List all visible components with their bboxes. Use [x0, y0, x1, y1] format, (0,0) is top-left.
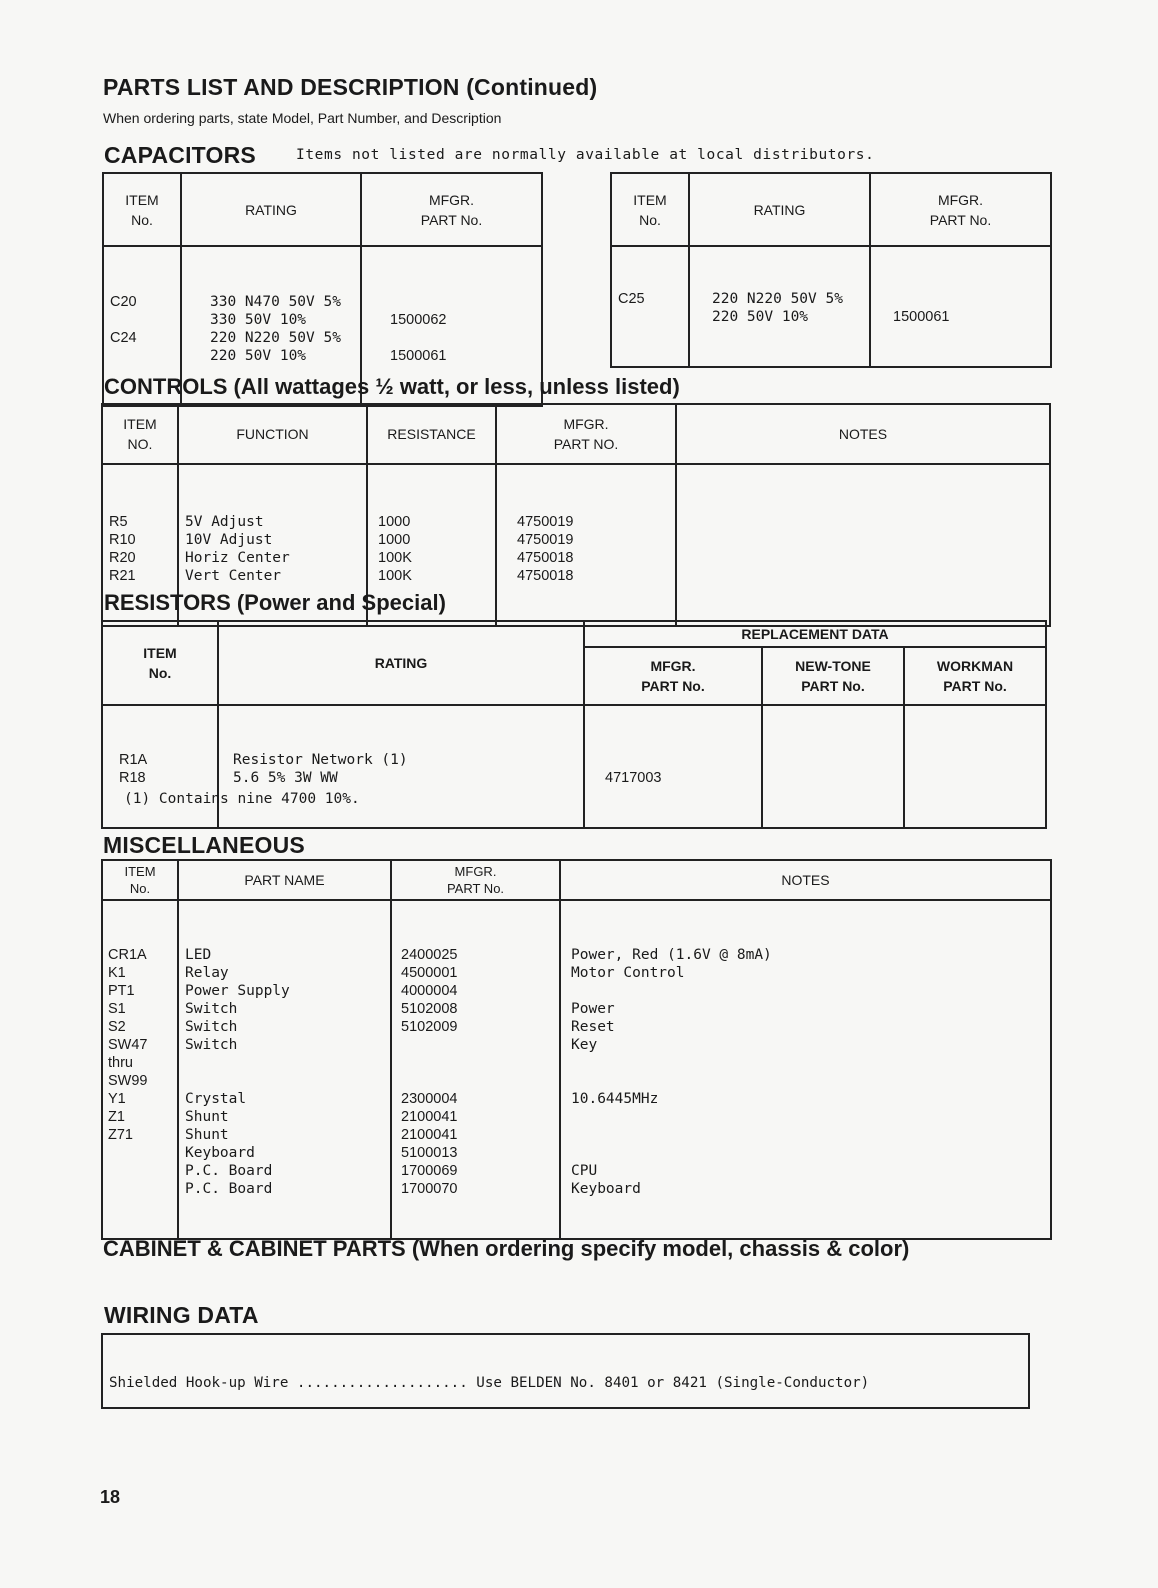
- col-header-mfgr-part: MFGR. PART NO.: [496, 404, 676, 464]
- col-header-newtone-part: NEW-TONE PART No.: [762, 647, 904, 705]
- control-parts: 4750019 4750019 4750018 4750018: [496, 464, 676, 626]
- col-header-function: FUNCTION: [178, 404, 367, 464]
- resistor-workman: [904, 705, 1046, 828]
- capacitors-table-right: [610, 172, 1052, 368]
- control-functions: 5V Adjust 10V Adjust Horiz Center Vert Center: [178, 464, 367, 626]
- resistors-title: RESISTORS (Power and Special): [104, 590, 446, 615]
- control-items: R5 R10 R20 R21: [102, 464, 178, 626]
- col-header-rating: RATING: [218, 621, 584, 705]
- wiring-box: [101, 1333, 1030, 1409]
- capacitors-table-left: [102, 172, 543, 407]
- col-header-mfgr-part: MFGR. PART No.: [361, 173, 542, 246]
- misc-notes: Power, Red (1.6V @ 8mA) Motor Control Power Reset Key 10.6445MHz CPU Keyboard: [560, 900, 1051, 1239]
- col-header-notes: NOTES: [676, 404, 1050, 464]
- wiring-title: WIRING DATA: [104, 1302, 259, 1328]
- resistor-ratings: Resistor Network (1) 5.6 5% 3W WW: [218, 705, 584, 828]
- misc-parts: 2400025 4500001 4000004 5102008 5102009 2300004 2100041 2100041 5100013 1700069 1700070: [391, 900, 560, 1239]
- misc-title: MISCELLANEOUS: [103, 832, 305, 858]
- capacitors-note: Items not listed are normally available at local distributors.: [296, 147, 875, 163]
- col-header-item: ITEM No.: [102, 860, 178, 900]
- col-header-part-name: PART NAME: [178, 860, 391, 900]
- misc-table: [101, 859, 1052, 1240]
- misc-items: CR1A K1 PT1 S1 S2 SW47 thru SW99 Y1 Z1 Z71: [102, 900, 178, 1239]
- resistor-newtone: [762, 705, 904, 828]
- col-header-item: ITEM No.: [611, 173, 689, 246]
- misc-part-names: LED Relay Power Supply Switch Switch Switch Crystal Shunt Shunt Keyboard P.C. Board P.C. Board: [178, 900, 391, 1239]
- col-header-item: ITEM No.: [103, 173, 181, 246]
- col-header-rating: RATING: [181, 173, 361, 246]
- col-header-item: ITEM NO.: [102, 404, 178, 464]
- wiring-line: Shielded Hook-up Wire .................... Use BELDEN No. 8401 or 8421 (Single-Conductor): [109, 1375, 870, 1391]
- col-header-workman-part: WORKMAN PART No.: [904, 647, 1046, 705]
- capacitor-items: C25: [611, 246, 689, 367]
- capacitor-ratings: 220 N220 50V 5% 220 50V 10%: [689, 246, 870, 367]
- col-header-item: ITEM No.: [102, 621, 218, 705]
- col-header-mfgr-part: MFGR. PART No.: [584, 647, 762, 705]
- controls-title: CONTROLS (All wattages ½ watt, or less, unless listed): [104, 374, 680, 399]
- control-notes: [676, 464, 1050, 626]
- col-header-mfgr-part: MFGR. PART No.: [391, 860, 560, 900]
- page-subtitle: When ordering parts, state Model, Part Number, and Description: [103, 110, 502, 126]
- col-header-mfgr-part: MFGR. PART No.: [870, 173, 1051, 246]
- wiring-lines: [109, 1338, 929, 1409]
- page-title: PARTS LIST AND DESCRIPTION (Continued): [103, 74, 598, 100]
- capacitor-parts: 1500062 1500061: [361, 246, 542, 406]
- capacitor-ratings: 330 N470 50V 5% 330 50V 10% 220 N220 50V 5% 220 50V 10%: [181, 246, 361, 406]
- page-number: 18: [100, 1487, 121, 1507]
- resistor-items: R1A R18: [102, 705, 218, 828]
- capacitors-title: CAPACITORS: [104, 142, 256, 168]
- resistor-parts: 4717003: [584, 705, 762, 828]
- capacitor-parts: 1500061: [870, 246, 1051, 367]
- col-header-resistance: RESISTANCE: [367, 404, 496, 464]
- cabinet-title: CABINET & CABINET PARTS (When ordering specify model, chassis & color): [103, 1236, 910, 1261]
- col-header-notes: NOTES: [560, 860, 1051, 900]
- col-header-rating: RATING: [689, 173, 870, 246]
- control-resistances: 1000 1000 100K 100K: [367, 464, 496, 626]
- col-header-replacement-data: REPLACEMENT DATA: [584, 621, 1046, 647]
- resistors-footnote: (1) Contains nine 4700 10%.: [124, 791, 360, 807]
- capacitor-items: C20 C24: [103, 246, 181, 406]
